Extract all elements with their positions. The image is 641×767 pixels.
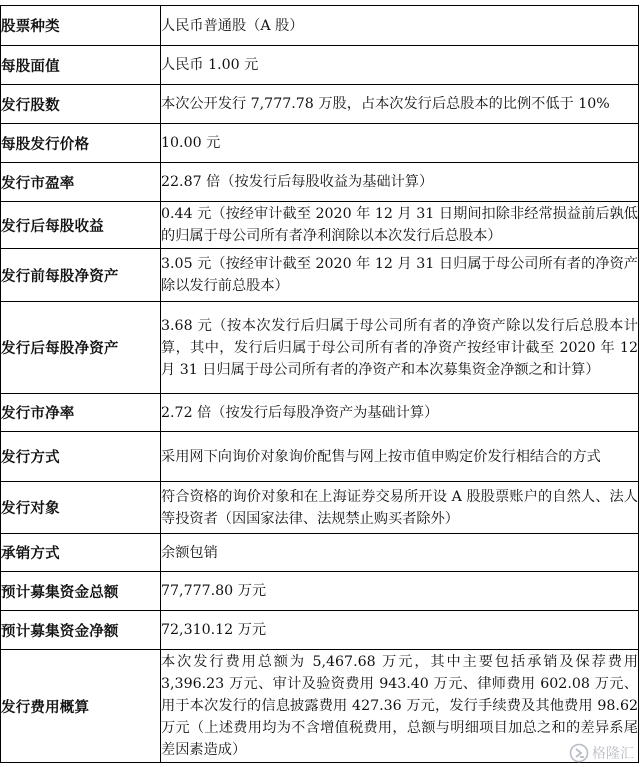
row-value: 2.72 倍（按发行后每股净资产为基础计算） [161, 394, 639, 432]
row-value: 人民币普通股（A 股） [161, 6, 639, 46]
table-row [1, 482, 639, 534]
row-value: 3.68 元（按本次发行后归属于母公司所有者的净资产除以发行后总股本计算，其中，发行后归属于母公司所有者的净资产按经审计截至 2020 年 12 月 31 日归属于母公司所有者的净资产和本次募集资金净额之和计算） [161, 302, 639, 394]
row-label: 发行市盈率 [1, 163, 161, 202]
row-value: 本次发行费用总额为 5,467.68 万元，其中主要包括承销及保荐费用 3,396.23 万元、审计及验资费用 943.40 万元、律师费用 602.08 万元、用于本次发行的信息披露费用 427.36 万元，发行手续费及其他费用 98.62 万元（上述费用均为不含增值税费用，总额与明细项目加总之和的差异系尾差因素造成） [161, 650, 639, 763]
row-label: 发行对象 [1, 482, 161, 534]
table-row [1, 394, 639, 432]
row-label: 股票种类 [1, 6, 161, 46]
watermark [569, 743, 634, 763]
row-label: 发行后每股收益 [1, 202, 161, 249]
row-label: 每股发行价格 [1, 124, 161, 163]
row-value: 10.00 元 [161, 124, 639, 163]
row-value: 72,310.12 万元 [161, 611, 639, 650]
row-label: 发行股数 [1, 85, 161, 124]
table-row [1, 46, 639, 85]
watermark-text: 格隆汇 [592, 746, 634, 762]
table-row [1, 432, 639, 482]
row-label: 每股面值 [1, 46, 161, 85]
table-row [1, 611, 639, 650]
row-value: 符合资格的询价对象和在上海证券交易所开设 A 股股票账户的自然人、法人等投资者（因国家法律、法规禁止购买者除外） [161, 482, 639, 534]
row-label: 发行后每股净资产 [1, 302, 161, 394]
row-value: 77,777.80 万元 [161, 572, 639, 611]
row-label: 发行方式 [1, 432, 161, 482]
row-value: 本次公开发行 7,777.78 万股，占本次发行后总股本的比例不低于 10% [161, 85, 639, 124]
row-label: 承销方式 [1, 534, 161, 572]
row-value: 22.87 倍（按发行后每股收益为基础计算） [161, 163, 639, 202]
row-value: 0.44 元（按经审计截至 2020 年 12 月 31 日期间扣除非经常损益前后孰低的归属于母公司所有者净利润除以本次发行后总股本） [161, 202, 639, 249]
row-value: 采用网下向询价对象询价配售与网上按市值申购定价发行相结合的方式 [161, 432, 639, 482]
table-row [1, 202, 639, 249]
row-label: 发行费用概算 [1, 650, 161, 763]
table-row [1, 302, 639, 394]
table-row [1, 534, 639, 572]
row-value: 余额包销 [161, 534, 639, 572]
table-row [1, 572, 639, 611]
row-label: 预计募集资金净额 [1, 611, 161, 650]
row-value: 人民币 1.00 元 [161, 46, 639, 85]
row-label: 预计募集资金总额 [1, 572, 161, 611]
row-label: 发行前每股净资产 [1, 249, 161, 302]
table-row [1, 163, 639, 202]
table-row [1, 85, 639, 124]
table-row [1, 650, 639, 763]
table-row [1, 124, 639, 163]
row-label: 发行市净率 [1, 394, 161, 432]
table-row [1, 249, 639, 302]
issuance-info-table [0, 5, 639, 763]
table-row [1, 6, 639, 46]
gelonghui-logo-icon [569, 743, 589, 763]
row-value: 3.05 元（按经审计截至 2020 年 12 月 31 日归属于母公司所有者的净资产除以发行前总股本） [161, 249, 639, 302]
